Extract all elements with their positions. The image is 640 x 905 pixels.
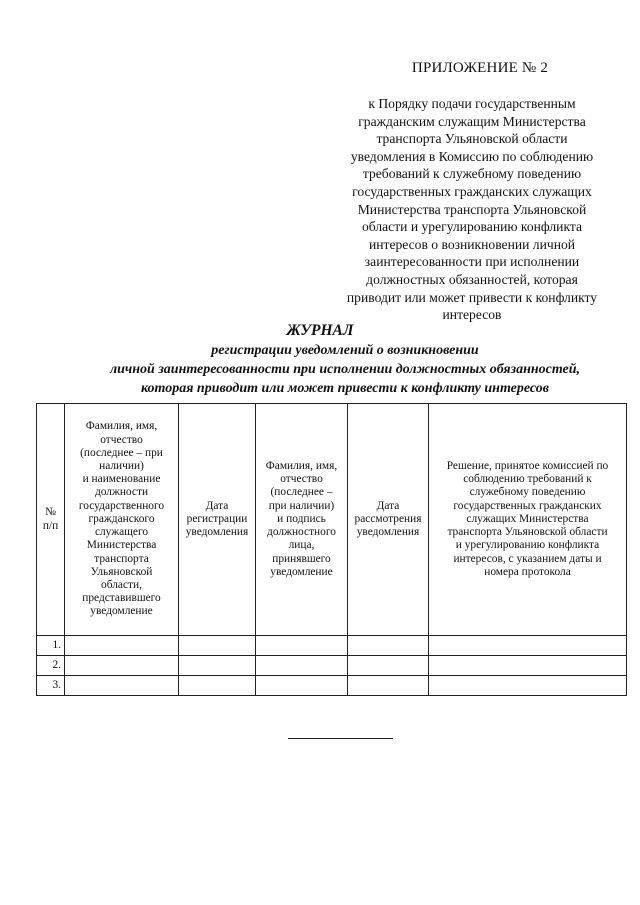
header-line: должности bbox=[94, 486, 149, 499]
table-cell bbox=[179, 676, 256, 696]
journal-title: ЖУРНАЛ bbox=[286, 322, 354, 339]
header-line: государственного bbox=[78, 499, 165, 512]
table-cell bbox=[256, 656, 348, 676]
row-number: 1. bbox=[37, 636, 65, 656]
table-cell bbox=[256, 636, 348, 656]
header-line: регистрации bbox=[186, 512, 248, 525]
header-line: номера протокола bbox=[484, 565, 571, 578]
table-cell bbox=[256, 676, 348, 696]
appendix-line: должностных обязанностей, которая bbox=[366, 271, 578, 287]
table-cell bbox=[65, 636, 179, 656]
header-line: соблюдению требований к bbox=[463, 473, 592, 486]
appendix-text bbox=[322, 95, 622, 324]
header-line: и урегулированию конфликта bbox=[455, 539, 600, 552]
appendix-line: уведомления в Комиссию по соблюдению bbox=[350, 148, 594, 164]
header-line: Фамилия, имя, bbox=[265, 460, 338, 473]
header-line: и наименование bbox=[82, 473, 161, 486]
header-number bbox=[37, 404, 65, 636]
bottom-divider bbox=[288, 738, 393, 739]
appendix-line: государственных гражданских служащих bbox=[352, 183, 592, 199]
appendix-line: гражданским служащим Министерства bbox=[358, 113, 586, 129]
appendix-line: требований к служебному поведению bbox=[362, 166, 582, 182]
header-line: транспорта bbox=[94, 552, 149, 565]
header-registration-date bbox=[179, 404, 256, 636]
header-line: Дата bbox=[376, 499, 400, 512]
header-line: отчество bbox=[100, 433, 143, 446]
table-row bbox=[37, 656, 627, 676]
header-line: Ульяновской bbox=[90, 565, 153, 578]
header-line: Решение, принятое комиссией по bbox=[446, 460, 609, 473]
table-cell bbox=[179, 656, 256, 676]
appendix-line: интересов bbox=[442, 307, 502, 323]
header-line: и подпись bbox=[277, 512, 326, 525]
header-line: (последнее – при bbox=[80, 446, 163, 459]
appendix-line: Министерства транспорта Ульяновской bbox=[357, 201, 587, 217]
header-line: области, bbox=[101, 578, 142, 591]
header-commission-decision bbox=[429, 404, 627, 636]
header-line: служащих Министерства bbox=[466, 512, 589, 525]
row-number: 2. bbox=[37, 656, 65, 676]
header-line: лица, bbox=[288, 539, 315, 552]
table-cell bbox=[65, 656, 179, 676]
registration-table bbox=[36, 403, 627, 696]
header-line: наличии) bbox=[99, 460, 144, 473]
header-review-date bbox=[348, 404, 429, 636]
header-line: № bbox=[45, 506, 56, 519]
header-line: Дата bbox=[205, 499, 229, 512]
header-line: служебному поведению bbox=[469, 486, 586, 499]
header-line: уведомления bbox=[356, 526, 420, 539]
header-line: уведомление bbox=[90, 605, 153, 618]
table-cell bbox=[429, 676, 627, 696]
header-line: п/п bbox=[42, 519, 59, 532]
header-line: (последнее – bbox=[270, 486, 333, 499]
header-line: интересов, с указанием даты и bbox=[453, 552, 602, 565]
appendix-line: к Порядку подачи государственным bbox=[368, 96, 576, 111]
appendix-line: приводит или может привести к конфликту bbox=[346, 289, 598, 305]
table-cell bbox=[65, 676, 179, 696]
journal-subtitle bbox=[60, 341, 630, 398]
table-cell bbox=[179, 636, 256, 656]
header-line: государственных гражданских bbox=[453, 499, 602, 512]
table-cell bbox=[348, 656, 429, 676]
journal-subtitle-line: которая приводит или может привести к конфликту интересов bbox=[140, 381, 550, 396]
row-number: 3. bbox=[37, 676, 65, 696]
table-cell bbox=[348, 636, 429, 656]
table-row bbox=[37, 636, 627, 656]
header-line: транспорта Ульяновской области bbox=[447, 526, 608, 539]
appendix-line: транспорта Ульяновской области bbox=[376, 131, 568, 147]
header-line: принявшего bbox=[272, 552, 331, 565]
header-line: представившего bbox=[82, 592, 161, 605]
appendix-title: ПРИЛОЖЕНИЕ № 2 bbox=[411, 60, 549, 76]
journal-subtitle-line: личной заинтересованности при исполнении должностных обязанностей, bbox=[109, 362, 581, 377]
header-line: при наличии) bbox=[268, 499, 335, 512]
table-cell bbox=[429, 656, 627, 676]
appendix-line: заинтересованности при исполнении bbox=[364, 254, 580, 270]
appendix-line: интересов о возникновении личной bbox=[368, 236, 576, 252]
header-line: гражданского bbox=[88, 512, 155, 525]
table-cell bbox=[348, 676, 429, 696]
journal-subtitle-line: регистрации уведомлений о возникновении bbox=[211, 343, 479, 358]
header-line: Фамилия, имя, bbox=[85, 420, 158, 433]
header-line: Министерства bbox=[86, 539, 157, 552]
header-line: служащего bbox=[94, 526, 149, 539]
table-header-row bbox=[37, 404, 627, 636]
header-line: рассмотрения bbox=[354, 512, 422, 525]
header-employee-name bbox=[65, 404, 179, 636]
header-receiver-name bbox=[256, 404, 348, 636]
header-line: должностного bbox=[267, 526, 336, 539]
header-line: уведомления bbox=[185, 526, 249, 539]
header-line: уведомление bbox=[270, 565, 333, 578]
table-cell bbox=[429, 636, 627, 656]
table-row bbox=[37, 676, 627, 696]
appendix-line: области и урегулированию конфликта bbox=[361, 219, 583, 235]
header-line: отчество bbox=[280, 473, 323, 486]
